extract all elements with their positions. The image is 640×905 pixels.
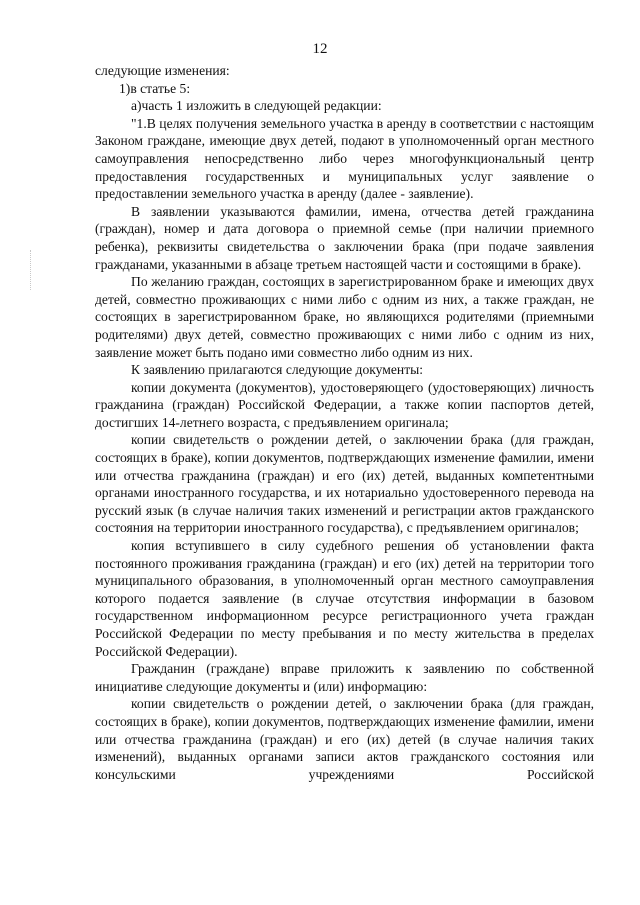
paragraph-3: По желанию граждан, состоящих в зарегистрированном браке и имеющих двух детей, совместно проживающих с ними либо с одним из них, а также граждан, не состоящих в зарегистрированном браке, но являющихся родителями (приемными родителями) двух детей, совместно проживающих с ними либо с одним из них, заявление может быть подано ими совместно либо одним из них. [95,274,594,360]
document-body [95,62,594,783]
paragraph-1: "1.В целях получения земельного участка в аренду в соответствии с настоящим Законом граждане, имеющие двух детей, подают в уполномоченный орган местного самоуправления непосредственно либо через многофункциональный центр предоставления государственных и муниципальных услуг заявление о предоставлении земельного участка в аренду (далее - заявление). [95,115,594,202]
paragraph-7: копия вступившего в силу судебного решения об установлении факта постоянного проживания гражданина (граждан) и его (их) детей на территории того муниципального образования, в уполномоченный орган местного самоуправления которого подается заявление (в случае отсутствия информации в базовом государственном информационном ресурсе регистрационного учета граждан Российской Федерации по месту пребывания и по месту жительства в пределах Российской Федерации). [95,538,594,659]
paragraph-6: копии свидетельств о рождении детей, о заключении брака (для граждан, состоящих в браке), копии документов, подтверждающих изменение фамилии, имени или отчества гражданина (граждан) и его (их) детей, выданных компетентными органами иностранного государства, и их нотариально удостоверенного перевода на русский язык (в случае наличия таких изменений и регистрации актов гражданского состояния на территории иностранного государства), с предъявлением оригиналов; [95,432,594,536]
margin-scan-mark [30,250,32,290]
paragraph-part-1: а)часть 1 изложить в следующей редакции: [131,98,382,114]
page-number: 12 [312,41,328,57]
paragraph-8: Гражданин (граждане) вправе приложить к заявлению по собственной инициативе следующие документы и (или) информацию: [95,661,594,694]
paragraph-5: копии документа (документов), удостоверяющего (удостоверяющих) личность гражданина (граждан) Российской Федерации, а также копии паспортов детей, достигших 14-летнего возраста, с предъявлением оригинала; [95,379,594,430]
paragraph-article-5: 1)в статье 5: [119,80,191,96]
paragraph-4: К заявлению прилагаются следующие документы: [131,362,424,378]
paragraph-2: В заявлении указываются фамилии, имена, отчества детей гражданина (граждан), номер и дата договора о приемной семье (при наличии приемного ребенка), реквизиты свидетельства о заключении брака (при подаче заявления гражданами, указанными в абзаце третьем настоящей части и состоящими в браке). [95,203,594,272]
paragraph-9: копии свидетельств о рождении детей, о заключении брака (для граждан, состоящих в браке), копии документов, подтверждающих изменение фамилии, имени или отчества гражданина (граждан) и его (их) детей (в случае наличия таких изменений), выданных органами записи актов гражданского состояния или консульскими учреждениями Российской [95,696,594,782]
paragraph-intro: следующие изменения: [95,63,230,78]
